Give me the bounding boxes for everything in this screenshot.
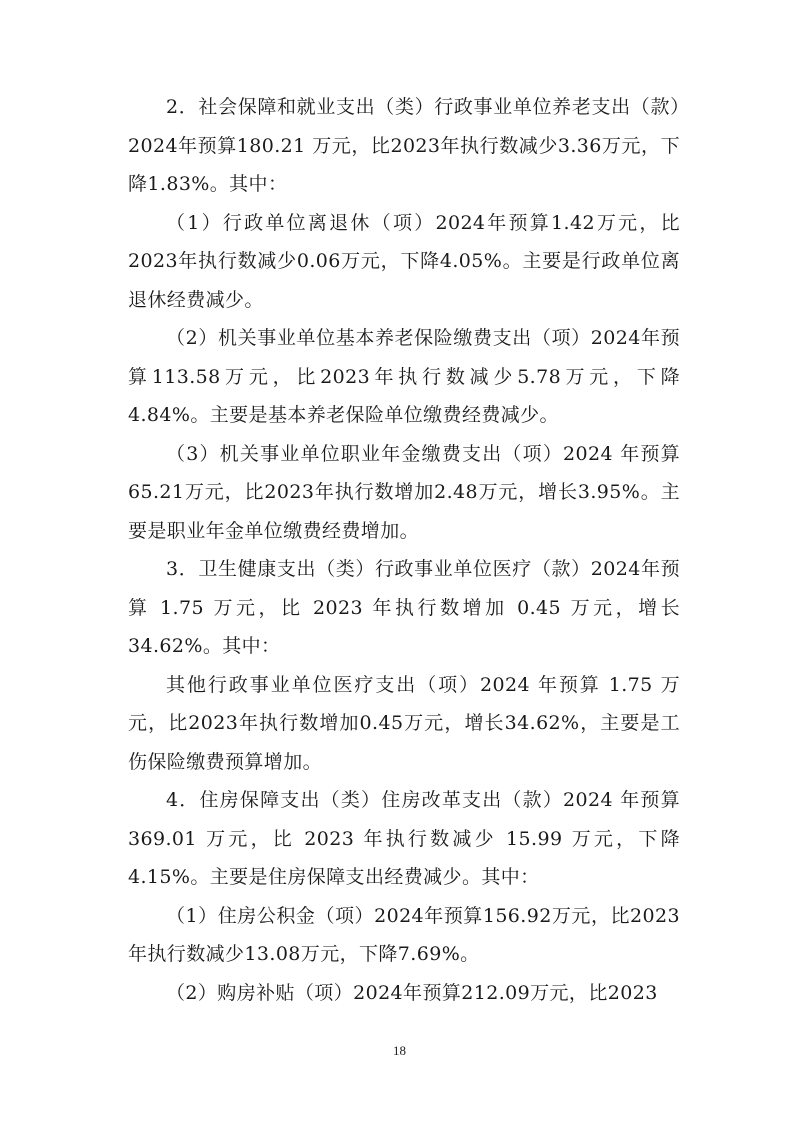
paragraph-other-medical: 其他行政事业单位医疗支出（项）2024 年预算 1.75 万元，比2023年执行数增加0.45万元，增长34.62%，主要是工伤保险缴费预算增加。 xyxy=(128,673,680,773)
page-number: 18 xyxy=(393,1043,406,1058)
paragraph-housing: 4．住房保障支出（类）住房改革支出（款）2024 年预算 369.01 万元，比 2023 年执行数减少 15.99 万元，下降4.15%。主要是住房保障支出经费减少。其中： xyxy=(128,789,680,888)
paragraph-basic-pension: （2）机关事业单位基本养老保险缴费支出（项）2024年预算113.58万元，比2023年执行数减少5.78万元，下降4.84%。主要是基本养老保险单位缴费经费减少。 xyxy=(128,327,680,426)
paragraph-housing-subsidy: （2）购房补贴（项）2024年预算212.09万元，比2023 xyxy=(166,981,658,1004)
paragraph-occupational-annuity: （3）机关事业单位职业年金缴费支出（项）2024 年预算65.21万元，比2023年执行数增加2.48万元，增长3.95%。主要是职业年金单位缴费经费增加。 xyxy=(128,442,680,542)
paragraph-social-security: 2．社会保障和就业支出（类）行政事业单位养老支出（款）2024年预算180.21 万元，比2023年执行数减少3.36万元，下降1.83%。其中： xyxy=(128,96,680,195)
paragraph-housing-fund: （1）住房公积金（项）2024年预算156.92万元，比2023年执行数减少13.08万元，下降7.69%。 xyxy=(128,904,680,965)
paragraph-health: 3．卫生健康支出（类）行政事业单位医疗（款）2024年预算 1.75 万元，比 2023 年执行数增加 0.45 万元，增长34.62%。其中： xyxy=(128,558,680,657)
paragraph-retirement: （1）行政单位离退休（项）2024年预算1.42万元，比2023年执行数减少0.06万元，下降4.05%。主要是行政单位离退休经费减少。 xyxy=(128,211,680,311)
body-text xyxy=(128,88,680,1012)
